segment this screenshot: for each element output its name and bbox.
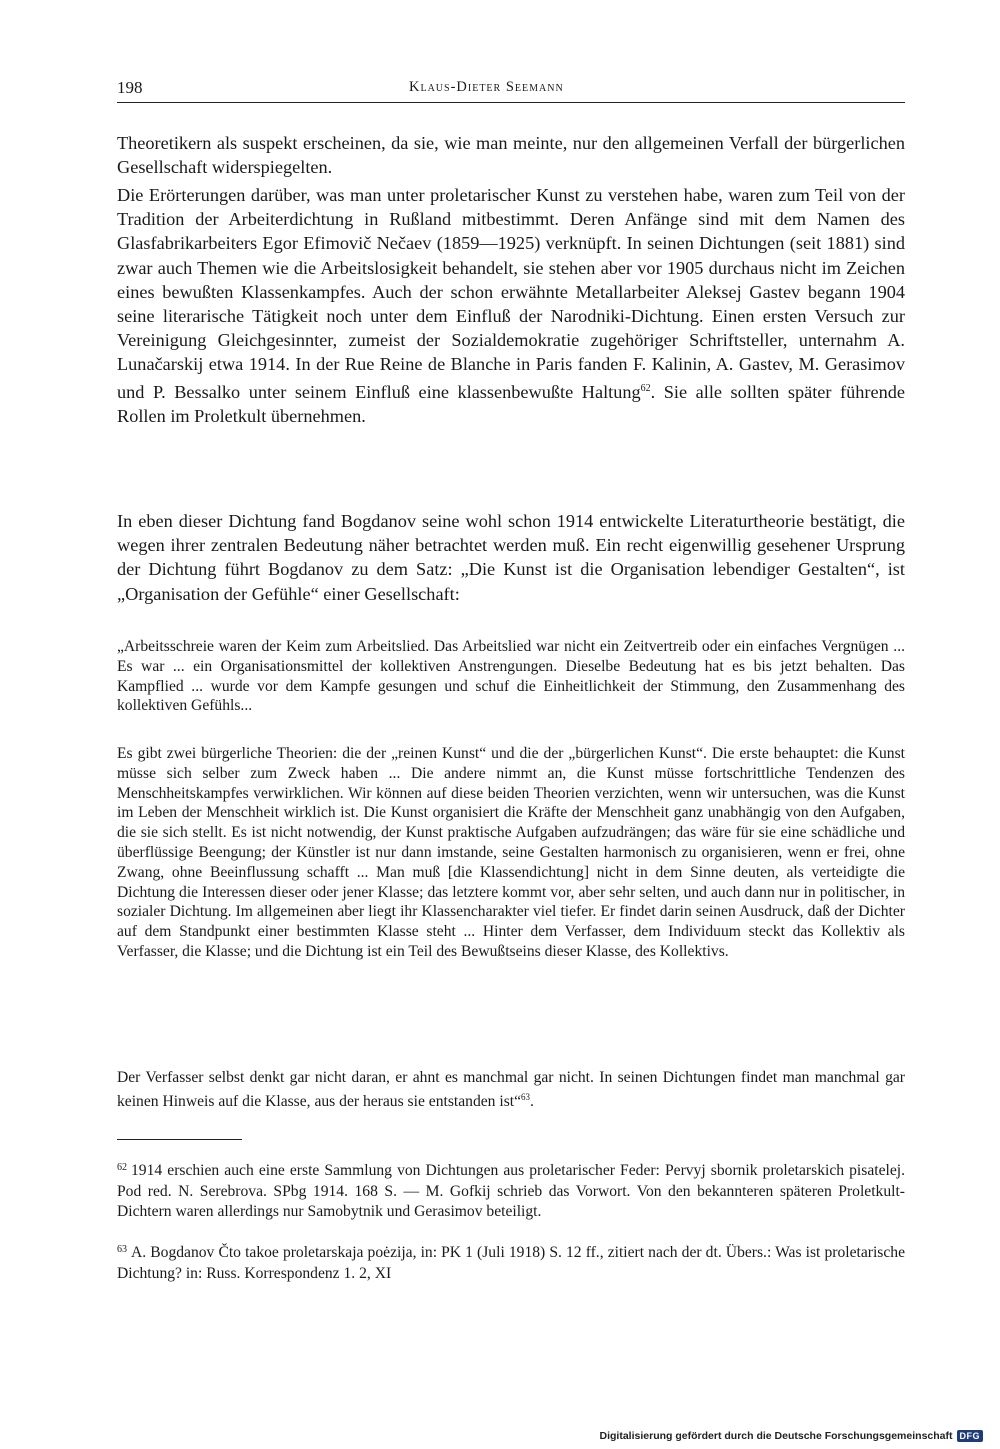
dfg-logo-icon: DFG [957,1430,984,1442]
footnote-marker: 62 [117,1162,127,1173]
body-paragraph-1 [117,131,905,179]
footnote-63 [117,1240,905,1284]
quote-text: Es gibt zwei bürgerliche Theorien: die der „reinen Kunst“ und die der „bürgerlichen Kunst“. Die erste behauptet: die Kunst müsse sich selber zum Zweck haben ... Die andere nimmt an, die Kunst müsse fortschrittliche Tendenzen des Menschheitskampfes verwirklichen. Wir können auf diese beiden Theorien verzichten, wenn wir untersuchen, was die Kunst im Leben der Menschheit wirklich ist. Die Kunst organisiert die Kräfte der Menschheit ganz unabhängig von den Aufgaben, die sie sich stellt. Es ist nicht notwendig, der Kunst praktische Aufgaben aufzudrängen; das wäre für sie eine schädliche und überflüssige Beengung; der Künstler ist nur dann imstande, seine Gestalten harmonisch zu organisieren, wenn er frei, ohne Zwang, ohne Beeinflussung schafft ... Man muß [die Klassendichtung] nicht in dem Sinne deuten, als verteidigte die Dichtung die Interessen dieser oder jener Klasse; das letztere kommt vor, aber sehr selten, und auch dann nur in politischer, in sozialer Dichtung. Im allgemeinen aber liegt ihr Klassencharakter viel tiefer. Er findet darin seinen Ausdruck, daß der Dichter auf dem Standpunkt einer bestimmten Klasse steht ... Hinter dem Verfasser, dem Individuum steckt das Kollektiv als Verfasser, die Klasse; und die Dichtung ist ein Teil des Bewußtseins dieser Klasse, des Kollektivs. [117,745,905,960]
paragraph-text-end: . Sie alle sollten später führende Rollen im Proletkult übernehmen. [117,381,905,426]
footnote-ref-62[interactable]: 62 [640,382,651,394]
paragraph-text: Theoretikern als suspekt erscheinen, da sie, wie man meinte, nur den allgemeinen Verfall der bürgerlichen Gesellschaft widerspiegelten. [117,133,905,178]
block-quote-1 [117,637,905,716]
quote-text-main: Der Verfasser selbst denkt gar nicht daran, er ahnt es manchmal gar nicht. In seinen Dichtungen findet man manchmal gar keinen Hinweis auf die Klasse, aus der heraus sie entstanden ist“ [117,1069,905,1110]
digitization-credit [600,1429,983,1443]
quote-text-end: . [530,1092,534,1110]
credit-text: Digitalisierung gefördert durch die Deutsche Forschungsgemeinschaft [599,1430,953,1442]
paragraph-text-main: Die Erörterungen darüber, was man unter proletarischer Kunst zu verstehen habe, waren zum Teil von der Tradition der Arbeiterdichtung in Rußland mitbestimmt. Deren Anfänge sind mit dem Namen des Glasfabrikarbeiters Egor Efimovič Nečaev (1859—1925) verknüpft. In seinen Dichtungen (seit 1881) sind zwar auch Themen wie die Arbeitslosigkeit behandelt, sie stehen aber vor 1905 durchaus nicht im Zeichen eines bewußten Klassenkampfes. Auch der schon erwähnte Metallarbeiter Aleksej Gastev begann 1904 seine literarische Tätigkeit noch unter dem Einfluß der Narodniki-Dichtung. Einen ersten Versuch zur Vereinigung Gleichgesinnter, zumeist der Sozialdemokratie zugehöriger Schriftsteller, unternahm A. Lunačarskij etwa 1914. In der Rue Reine de Blanche in Paris fanden F. Kalinin, A. Gastev, M. Gerasimov und P. Bessalko unter seinem Einfluß eine klassenbewußte Haltung [117,185,905,402]
paragraph-text [117,183,905,428]
footnote-divider [117,1139,242,1140]
paragraph-text: In eben dieser Dichtung fand Bogdanov seine wohl schon 1914 entwickelte Literaturtheorie bestätigt, die wegen ihrer zentralen Bedeutung näher betrachtet werden muß. Ein recht eigenwillig gesehener Ursprung der Dichtung führt Bogdanov zu dem Satz: „Die Kunst ist die Organisation lebendiger Gestalten“, ist „Organisation der Gefühle“ einer Gesellschaft: [117,511,905,604]
quote-text [117,1068,905,1112]
block-quote-3 [117,1068,905,1112]
body-paragraph-2 [117,183,905,428]
page-number: 198 [117,78,143,97]
body-paragraph-3 [117,509,905,606]
footnote-text: 1914 erschien auch eine erste Sammlung von Dichtungen aus proletarischer Feder: Pervyj sbornik proletarskich pisatelej. Pod red. N. Serebrova. SPbg 1914. 168 S. — M. Gofkij schrieb das Vorwort. Von den bekannteren späteren Proletkult-Dichtern waren allerdings nur Samobytnik und Gerasimov beteiligt. [117,1162,905,1220]
footnote-text: A. Bogdanov Čto takoe proletarskaja poėzija, in: PK 1 (Juli 1918) S. 12 ff., zitiert nach der dt. Übers.: Was ist proletarische Dichtung? in: Russ. Korrespondenz 1. 2, XI [117,1244,905,1282]
footnote-62 [117,1158,905,1223]
running-head: Klaus-Dieter Seemann [409,79,564,95]
block-quote-2 [117,744,905,962]
quote-text: „Arbeitsschreie waren der Keim zum Arbeitslied. Das Arbeitslied war nicht ein Zeitvertreib oder ein einfaches Vergnügen ... Es war ... ein Organisationsmittel der kollektiven Anstrengungen. Dieselbe Bedeutung hat es bis jetzt behalten. Das Kampflied ... wurde vor dem Kampfe gesungen und schuf die Einheitlichkeit der Stimmung, den Zusammenhang des kollektiven Gefühls... [117,638,905,715]
page-header [117,78,905,103]
footnote-ref-63[interactable]: 63 [521,1091,531,1102]
footnote-marker: 63 [117,1244,127,1255]
